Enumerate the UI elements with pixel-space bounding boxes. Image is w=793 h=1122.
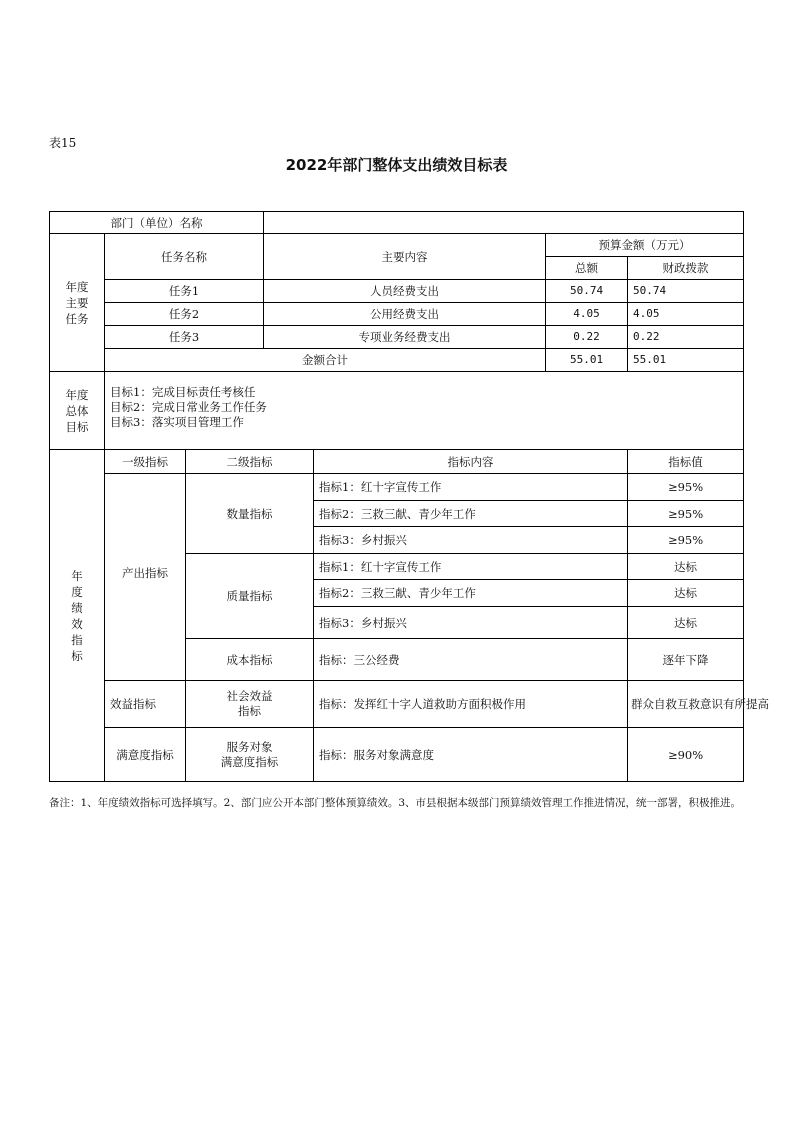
task-row <box>50 303 744 326</box>
cost-indicator-label: 成本指标 <box>186 639 314 681</box>
indicator-content: 指标1：红十字宣传工作 <box>314 474 628 501</box>
task-content: 专项业务经费支出 <box>264 326 546 349</box>
sum-total: 55.01 <box>546 349 628 372</box>
total-header: 总额 <box>546 257 628 280</box>
indicator-content: 指标2：三救三献、青少年工作 <box>314 580 628 607</box>
indicator-value: ≥95% <box>628 501 744 527</box>
indicator-content: 指标3：乡村振兴 <box>314 527 628 554</box>
goals-content <box>105 372 744 450</box>
section-label-indicators <box>50 450 105 782</box>
sum-fiscal: 55.01 <box>628 349 744 372</box>
task-content: 人员经费支出 <box>264 280 546 303</box>
indicators-section-label-line: 年 <box>71 568 83 583</box>
task-name: 任务3 <box>105 326 264 349</box>
task-row <box>50 326 744 349</box>
task-name: 任务1 <box>105 280 264 303</box>
indicator-content: 指标1：红十字宣传工作 <box>314 554 628 580</box>
indicators-section-label-line: 指 <box>71 632 83 647</box>
indicator-value: 达标 <box>628 607 744 639</box>
page-title: 2022年部门整体支出绩效目标表 <box>285 156 508 174</box>
task-total: 4.05 <box>546 303 628 326</box>
social-benefit-sub-label-line: 指标 <box>238 704 261 718</box>
unit-value <box>264 212 744 234</box>
indicators-section-label-line: 度 <box>71 584 83 599</box>
social-benefit-sub-label-line: 社会效益 <box>226 689 273 703</box>
task-header-row <box>50 234 744 257</box>
indicator-content: 指标：发挥红十字人道救助方面积极作用 <box>314 681 628 728</box>
service-satisfaction-sub-label-line: 服务对象 <box>226 739 273 754</box>
sum-row <box>50 349 744 372</box>
unit-label: 部门（单位）名称 <box>50 212 264 234</box>
task-total: 50.74 <box>546 280 628 303</box>
indicator-value: ≥95% <box>628 527 744 554</box>
tasks-section-label-line: 年度 <box>65 279 89 294</box>
task-fiscal: 50.74 <box>628 280 744 303</box>
indicator-content: 指标：服务对象满意度 <box>314 728 628 782</box>
tasks-section-label-line: 任务 <box>65 311 89 326</box>
task-fiscal: 0.22 <box>628 326 744 349</box>
benefit-indicator-label: 效益指标 <box>105 681 186 728</box>
goals-section-label-line: 总体 <box>65 403 89 418</box>
value-header: 指标值 <box>628 450 744 474</box>
quality-indicator-label: 质量指标 <box>186 554 314 639</box>
social-benefit-sub-label <box>227 689 273 719</box>
service-satisfaction-label <box>186 728 314 782</box>
level1-header: 一级指标 <box>105 450 186 474</box>
satisfaction-indicator-label: 满意度指标 <box>105 728 186 782</box>
goal-line: 目标3：落实项目管理工作 <box>110 415 244 429</box>
task-name-header: 任务名称 <box>105 234 264 280</box>
budget-group-header: 预算金额（万元） <box>546 234 744 257</box>
task-name: 任务2 <box>105 303 264 326</box>
indicator-value: 达标 <box>628 580 744 607</box>
indicators-section-label <box>71 568 83 664</box>
goal-line: 目标1：完成目标责任考核任 <box>110 385 256 399</box>
indicator-content: 指标3：乡村振兴 <box>314 607 628 639</box>
task-content-header: 主要内容 <box>264 234 546 280</box>
indicators-section-label-line: 绩 <box>71 600 83 615</box>
level2-header: 二级指标 <box>186 450 314 474</box>
indicators-section-label-line: 效 <box>71 616 83 631</box>
sum-label: 金额合计 <box>105 349 546 372</box>
goals-section-label <box>66 387 89 435</box>
section-label-goals <box>50 372 105 450</box>
section-label-tasks <box>50 234 105 372</box>
service-satisfaction-sub-label-line: 满意度指标 <box>220 754 279 769</box>
indicator-value: 逐年下降 <box>628 639 744 681</box>
indicator-value: ≥90% <box>628 728 744 782</box>
fiscal-header: 财政拨款 <box>628 257 744 280</box>
task-total: 0.22 <box>546 326 628 349</box>
indicator-row <box>50 681 744 728</box>
goals-row <box>50 372 744 450</box>
indicator-value: 达标 <box>628 554 744 580</box>
goals-section-label-line: 目标 <box>65 419 89 434</box>
task-content: 公用经费支出 <box>264 303 546 326</box>
indicator-value: ≥95% <box>628 474 744 501</box>
performance-table <box>49 211 770 782</box>
indicator-value: 群众自救互救意识有所提高 <box>628 681 744 728</box>
goal-line: 目标2：完成日常业务工作任务 <box>110 400 267 414</box>
unit-row <box>50 212 744 234</box>
table-number: 表15 <box>49 136 77 150</box>
content-header: 指标内容 <box>314 450 628 474</box>
service-satisfaction-sub-label <box>221 740 279 770</box>
indicator-row <box>50 474 744 501</box>
task-fiscal: 4.05 <box>628 303 744 326</box>
footnote: 备注：1、年度绩效指标可选择填写。2、部门应公开本部门整体预算绩效。3、市县根据本级部门预算绩效管理工作推进情况，统一部署，积极推进。 <box>49 797 742 809</box>
tasks-section-label-line: 主要 <box>65 295 89 310</box>
indicator-header-row <box>50 450 744 474</box>
indicator-content: 指标2：三救三献、青少年工作 <box>314 501 628 527</box>
tasks-section-label <box>66 279 89 327</box>
indicator-content: 指标：三公经费 <box>314 639 628 681</box>
task-row <box>50 280 744 303</box>
goals-section-label-line: 年度 <box>65 387 89 402</box>
indicator-row <box>50 728 744 782</box>
quantity-indicator-label: 数量指标 <box>186 474 314 554</box>
indicators-section-label-line: 标 <box>71 648 83 663</box>
output-indicator-label: 产出指标 <box>105 474 186 681</box>
social-benefit-label <box>186 681 314 728</box>
